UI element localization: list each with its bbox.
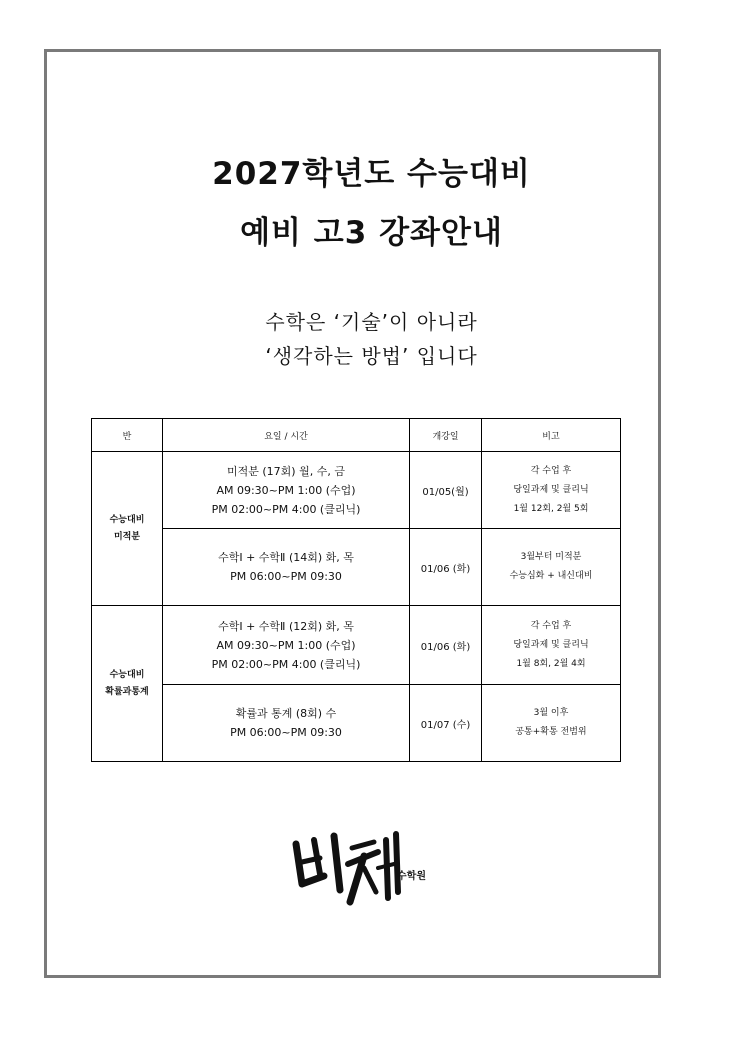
time-cell (163, 529, 410, 606)
page-title-line2: 예비 고3 강좌안내 (240, 215, 503, 251)
header-class: 반 (92, 419, 163, 452)
header-note: 비고 (482, 419, 621, 452)
start-date-cell: 01/06 (화) (410, 606, 482, 685)
logo-brush-stroke (352, 842, 374, 848)
header-day-time: 요일 / 시간 (163, 419, 410, 452)
table-row (92, 529, 621, 606)
note-line: 1월 12회, 2월 5회 (513, 503, 589, 514)
time-line: 수학Ⅰ + 수학Ⅱ (12회) 화, 목 (218, 619, 354, 633)
logo-brush-stroke (396, 834, 398, 892)
logo-suffix: 수학원 (397, 871, 426, 882)
start-date-cell: 01/05(월) (410, 452, 482, 529)
logo-brush-stroke (334, 836, 340, 890)
header-start-date: 개강일 (410, 419, 482, 452)
time-line: AM 09:30~PM 1:00 (수업) (216, 638, 356, 652)
class-name: 수능대비 (109, 669, 145, 680)
time-line: 확률과 통계 (8회) 수 (235, 707, 337, 720)
time-cell (163, 452, 410, 529)
class-cell-statistics (92, 606, 163, 762)
logo-brush-stroke (378, 864, 394, 868)
slogan-line2: ‘생각하는 방법’ 입니다 (265, 344, 478, 368)
class-cell-calculus (92, 452, 163, 606)
note-line: 당일과제 및 클리닉 (513, 484, 589, 495)
note-cell (482, 606, 621, 685)
slogan-line1: 수학은 ‘기술’이 아니라 (265, 310, 478, 334)
time-cell (163, 685, 410, 762)
note-line: 당일과제 및 클리닉 (513, 639, 589, 650)
time-line: PM 02:00~PM 4:00 (클리닉) (211, 657, 361, 671)
note-line: 수능심화 + 내신대비 (509, 571, 593, 581)
time-line: PM 06:00~PM 09:30 (230, 726, 342, 739)
table-header-row (92, 419, 621, 452)
note-line: 3월부터 미적분 (520, 552, 582, 562)
note-cell (482, 452, 621, 529)
class-subject: 확률과통계 (105, 686, 149, 697)
note-line: 1월 8회, 2월 4회 (516, 658, 586, 669)
note-cell (482, 685, 621, 762)
table-row (92, 685, 621, 762)
class-name: 수능대비 (109, 514, 145, 525)
schedule-table (91, 418, 621, 762)
start-date-cell: 01/07 (수) (410, 685, 482, 762)
table-row (92, 452, 621, 529)
time-line: AM 09:30~PM 1:00 (수업) (216, 483, 356, 497)
page-title: 2027학년도 수능대비 (212, 156, 531, 192)
time-line: PM 02:00~PM 4:00 (클리닉) (211, 502, 361, 516)
time-line: 수학Ⅰ + 수학Ⅱ (14회) 화, 목 (218, 551, 354, 564)
class-subject: 미적분 (113, 531, 141, 542)
logo-brush-stroke (364, 868, 376, 892)
logo-brush-stroke (386, 840, 388, 898)
note-line: 각 수업 후 (530, 620, 572, 631)
table-row (92, 606, 621, 685)
time-cell (163, 606, 410, 685)
note-line: 공통+확통 전범위 (515, 727, 587, 737)
note-line: 3월 이후 (533, 708, 569, 718)
time-line: 미적분 (17회) 월, 수, 금 (227, 464, 345, 478)
start-date-cell: 01/06 (화) (410, 529, 482, 606)
note-line: 각 수업 후 (530, 465, 572, 476)
time-line: PM 06:00~PM 09:30 (230, 570, 342, 583)
note-cell (482, 529, 621, 606)
